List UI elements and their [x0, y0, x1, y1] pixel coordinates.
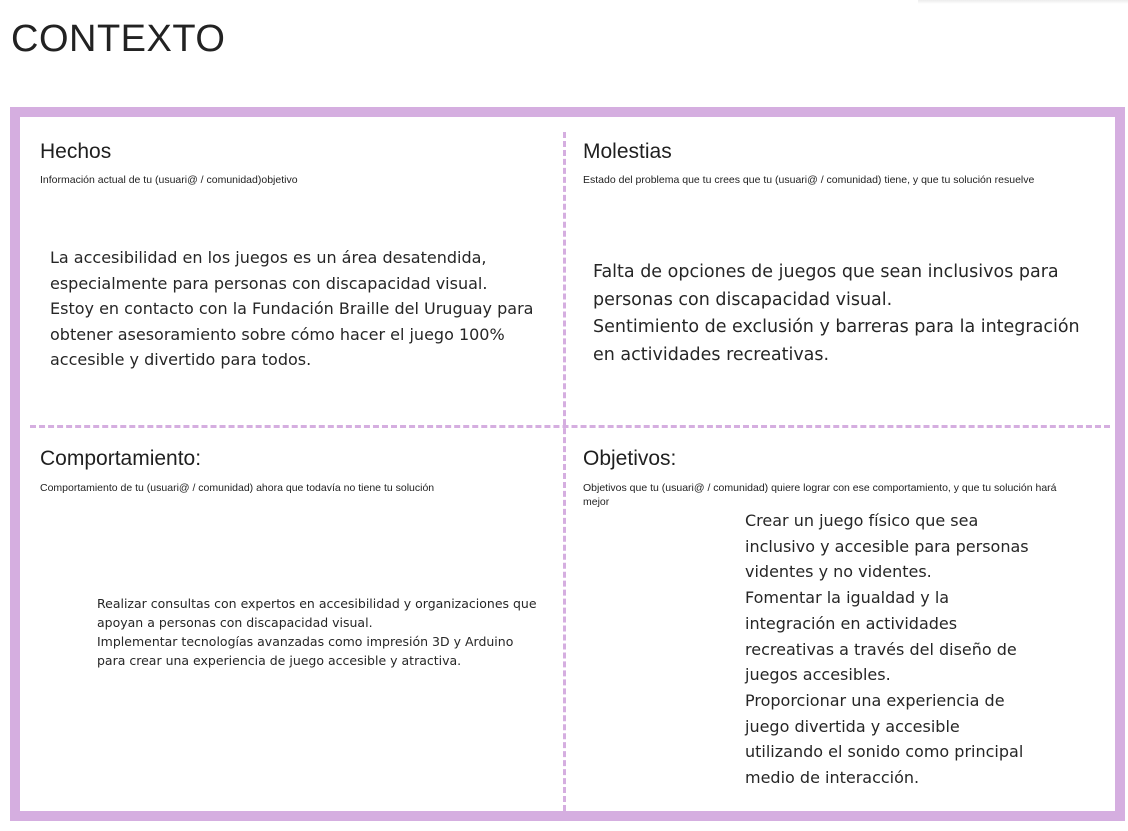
text-line: Estoy en contacto con la Fundación Braille del Uruguay para: [50, 299, 534, 318]
text-line: Falta de opciones de juegos que sean inclusivos para: [593, 262, 1059, 282]
quadrant-body-objetivos: [745, 508, 1075, 791]
quadrant-title-comportamiento: Comportamiento:: [40, 447, 202, 470]
vertical-divider: [563, 132, 566, 811]
text-line: Proporcionar una experiencia de: [745, 690, 1005, 710]
text-line: especialmente para personas con discapacidad visual.: [50, 273, 488, 293]
text-line: juegos accesibles.: [745, 665, 891, 685]
quadrant-title-hechos: Hechos: [40, 140, 112, 163]
quadrant-body-hechos: [50, 245, 555, 373]
text-line: Sentimiento de exclusión y barreras para la integración: [593, 317, 1080, 337]
text-line: utilizando el sonido como principal: [745, 742, 1024, 762]
text-line: accesible y divertido para todos.: [50, 350, 312, 369]
quadrant-title-objetivos: Objetivos:: [583, 447, 677, 470]
context-board: [10, 107, 1125, 821]
text-line: Realizar consultas con expertos en accesibilidad y organizaciones que: [97, 596, 537, 611]
text-line: Fomentar la igualdad y la: [745, 588, 950, 608]
text-line: integración en actividades: [745, 613, 958, 633]
quadrant-subtitle-hechos: Información actual de tu (usuari@ / comunidad)objetivo: [40, 174, 298, 186]
text-line: videntes y no videntes.: [745, 562, 932, 582]
quadrant-body-molestias: [593, 259, 1103, 369]
text-line: para crear una experiencia de juego accesible y atractiva.: [97, 653, 462, 668]
top-edge-shadow: [918, 0, 1128, 4]
text-line: inclusivo y accesible para personas: [745, 536, 1029, 556]
text-line: medio de interacción.: [745, 768, 920, 788]
text-line: en actividades recreativas.: [593, 344, 830, 365]
text-line: juego divertida y accesible: [745, 716, 960, 736]
text-line: La accesibilidad en los juegos es un área desatendida,: [50, 248, 487, 267]
quadrant-subtitle-molestias: Estado del problema que tu crees que tu (usuari@ / comunidad) tiene, y que tu solución resuelve: [583, 174, 1035, 186]
text-line: personas con discapacidad visual.: [593, 289, 893, 310]
text-line: Crear un juego físico que sea: [745, 511, 979, 530]
quadrant-subtitle-comportamiento: Comportamiento de tu (usuari@ / comunidad) ahora que todavía no tiene tu solución: [40, 482, 435, 494]
text-line: recreativas a través del diseño de: [745, 639, 1017, 659]
quadrant-title-molestias: Molestias: [583, 140, 672, 163]
quadrant-subtitle-objetivos: Objetivos que tu (usuari@ / comunidad) quiere lograr con ese comportamiento, y que tu solución hará mejor: [583, 482, 1057, 508]
horizontal-divider: [30, 425, 1110, 428]
page-title: CONTEXTO: [11, 18, 226, 60]
text-line: apoyan a personas con discapacidad visual.: [97, 615, 373, 630]
text-line: obtener asesoramiento sobre cómo hacer el juego 100%: [50, 324, 505, 344]
quadrant-body-comportamiento: [97, 594, 547, 670]
text-line: Implementar tecnologías avanzadas como impresión 3D y Arduino: [97, 634, 514, 649]
